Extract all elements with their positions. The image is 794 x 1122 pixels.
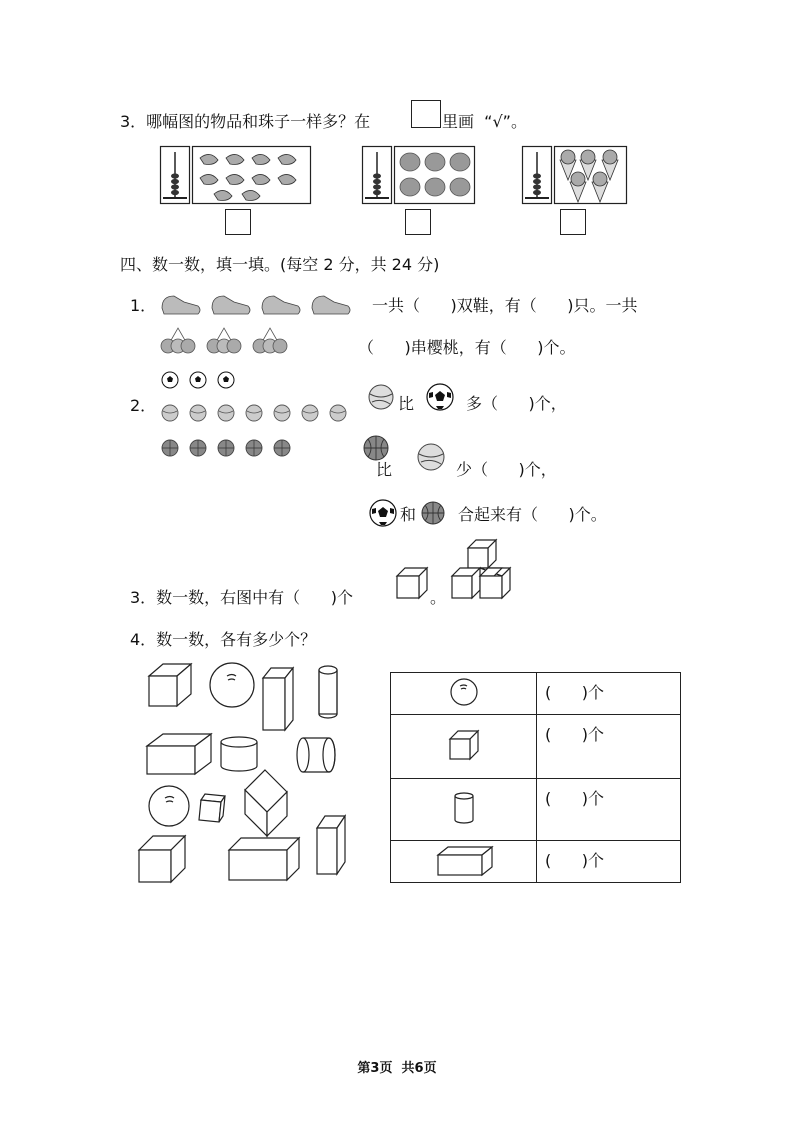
count-cell-sphere[interactable]: ( )个 [537, 673, 681, 715]
tall-prism-shape [263, 668, 293, 730]
count-table [390, 672, 681, 883]
basketball-icon [362, 434, 390, 462]
p4-text: 4．数一数，各有多少个？ [130, 630, 317, 649]
soccer-balls-row [160, 370, 240, 390]
stacked-cubes-figure [450, 538, 516, 602]
volleyball-icon [416, 442, 446, 472]
small-block-shape [199, 794, 225, 822]
tall-prism-shape [317, 816, 345, 874]
volleyball-icon [368, 384, 394, 410]
count-cell-cylinder[interactable]: ( )个 [537, 779, 681, 841]
tall-cylinder-shape [319, 666, 337, 718]
cherries-row [160, 326, 300, 356]
q3-prefix: 3．哪幅图的物品和珠子一样多？在 [120, 112, 371, 131]
tilted-cube-shape [245, 770, 287, 836]
abacus-shrimp-group [160, 146, 312, 206]
p1-line1: 一共（ )双鞋，有（ )只。一共 [372, 296, 638, 315]
q3-suffix: 里画 “√”。 [442, 112, 527, 131]
sphere-shape [149, 786, 189, 826]
long-cuboid-shape [229, 838, 299, 880]
answer-box-sample [411, 100, 441, 128]
table-row-cuboid [391, 841, 537, 883]
sphere-icon [449, 677, 479, 707]
p2-number: 2． [130, 396, 157, 415]
table-row-sphere [391, 673, 537, 715]
cuboid-icon [434, 843, 494, 877]
cube-icon [395, 566, 431, 600]
soccer-ball-icon [426, 383, 454, 411]
cube-icon [446, 727, 482, 763]
answer-box-2[interactable] [405, 209, 431, 235]
cube-shape [149, 664, 191, 706]
p2-s2-rest: 少（ )个， [456, 460, 557, 479]
cube-shape [139, 836, 185, 882]
table-row-cylinder [391, 779, 537, 841]
p1-number: 1． [130, 296, 157, 315]
cylinder-icon [449, 790, 479, 826]
short-cylinder-shape [221, 737, 257, 771]
answer-box-1[interactable] [225, 209, 251, 235]
abacus-tomato-group [362, 146, 476, 206]
p2-s1-bi: 比 [398, 394, 415, 413]
sphere-shape [210, 663, 254, 707]
shoes-row [160, 290, 356, 320]
count-cell-cube[interactable]: ( )个 [537, 715, 681, 779]
sideways-cylinder-shape [297, 738, 335, 772]
basketballs-row [160, 438, 300, 460]
p3-text: 3．数一数，右图中有（ )个 [130, 588, 353, 607]
volleyballs-row [160, 403, 356, 425]
p2-s3-rest: 合起来有（ )个。 [458, 505, 607, 524]
p2-s2-bi: 比 [376, 460, 393, 479]
p2-s3-he: 和 [400, 505, 417, 524]
answer-box-3[interactable] [560, 209, 586, 235]
table-row-cube [391, 715, 537, 779]
p3-end: 。 [430, 588, 447, 607]
abacus-icecream-group [522, 146, 628, 206]
p1-line2: （ )串樱桃，有（ )个。 [358, 338, 576, 357]
p2-s1-rest: 多（ )个， [466, 394, 567, 413]
soccer-ball-icon [368, 498, 398, 528]
shapes-collection [135, 660, 355, 885]
basketball-icon [420, 500, 446, 526]
flat-cuboid-shape [147, 734, 211, 774]
page-footer: 第3页 共6页 [357, 1061, 437, 1076]
count-cell-cuboid[interactable]: ( )个 [537, 841, 681, 883]
section-4-title: 四、数一数，填一填。(每空 2 分，共 24 分) [120, 255, 440, 274]
